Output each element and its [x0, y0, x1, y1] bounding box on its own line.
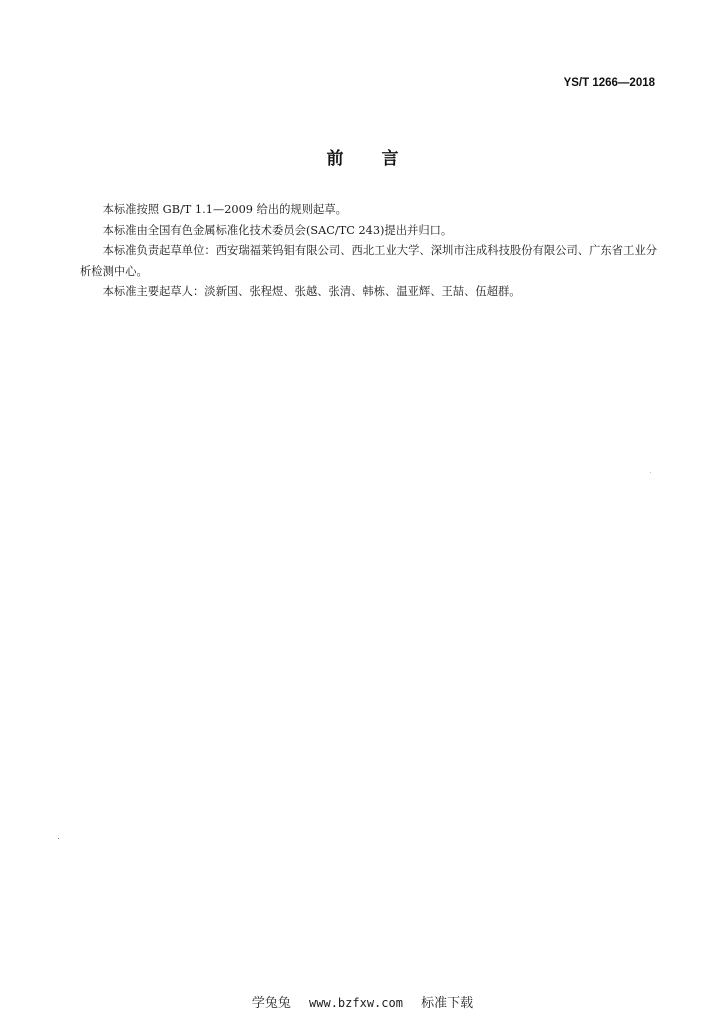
footer-watermark — [0, 992, 725, 1011]
standard-code: YS/T 1266—2018 — [563, 77, 655, 89]
paragraph-drafting-rules: 本标准按照 GB/T 1.1—2009 给出的规则起草。 — [102, 203, 347, 216]
scan-speck — [58, 838, 59, 839]
scan-speck — [650, 472, 651, 473]
paragraph-drafters: 本标准主要起草人：淡新国、张程煜、张越、张清、韩栋、温亚辉、王喆、伍超群。 — [102, 285, 521, 298]
paragraph-drafting-units: 本标准负责起草单位：西安瑞福莱钨钼有限公司、西北工业大学、深圳市注成科技股份有限公司、广东省工业分析检测中心。 — [80, 244, 657, 278]
footer-tagline: 标准下载 — [421, 996, 474, 1011]
footer-url[interactable]: www.bzfxw.com — [309, 996, 403, 1010]
page-title: 前言 — [326, 149, 437, 169]
footer-site-name: 学兔兔 — [251, 996, 291, 1011]
paragraph-proposer: 本标准由全国有色金属标准化技术委员会(SAC/TC 243)提出并归口。 — [102, 223, 453, 237]
foreword-body — [80, 200, 657, 303]
